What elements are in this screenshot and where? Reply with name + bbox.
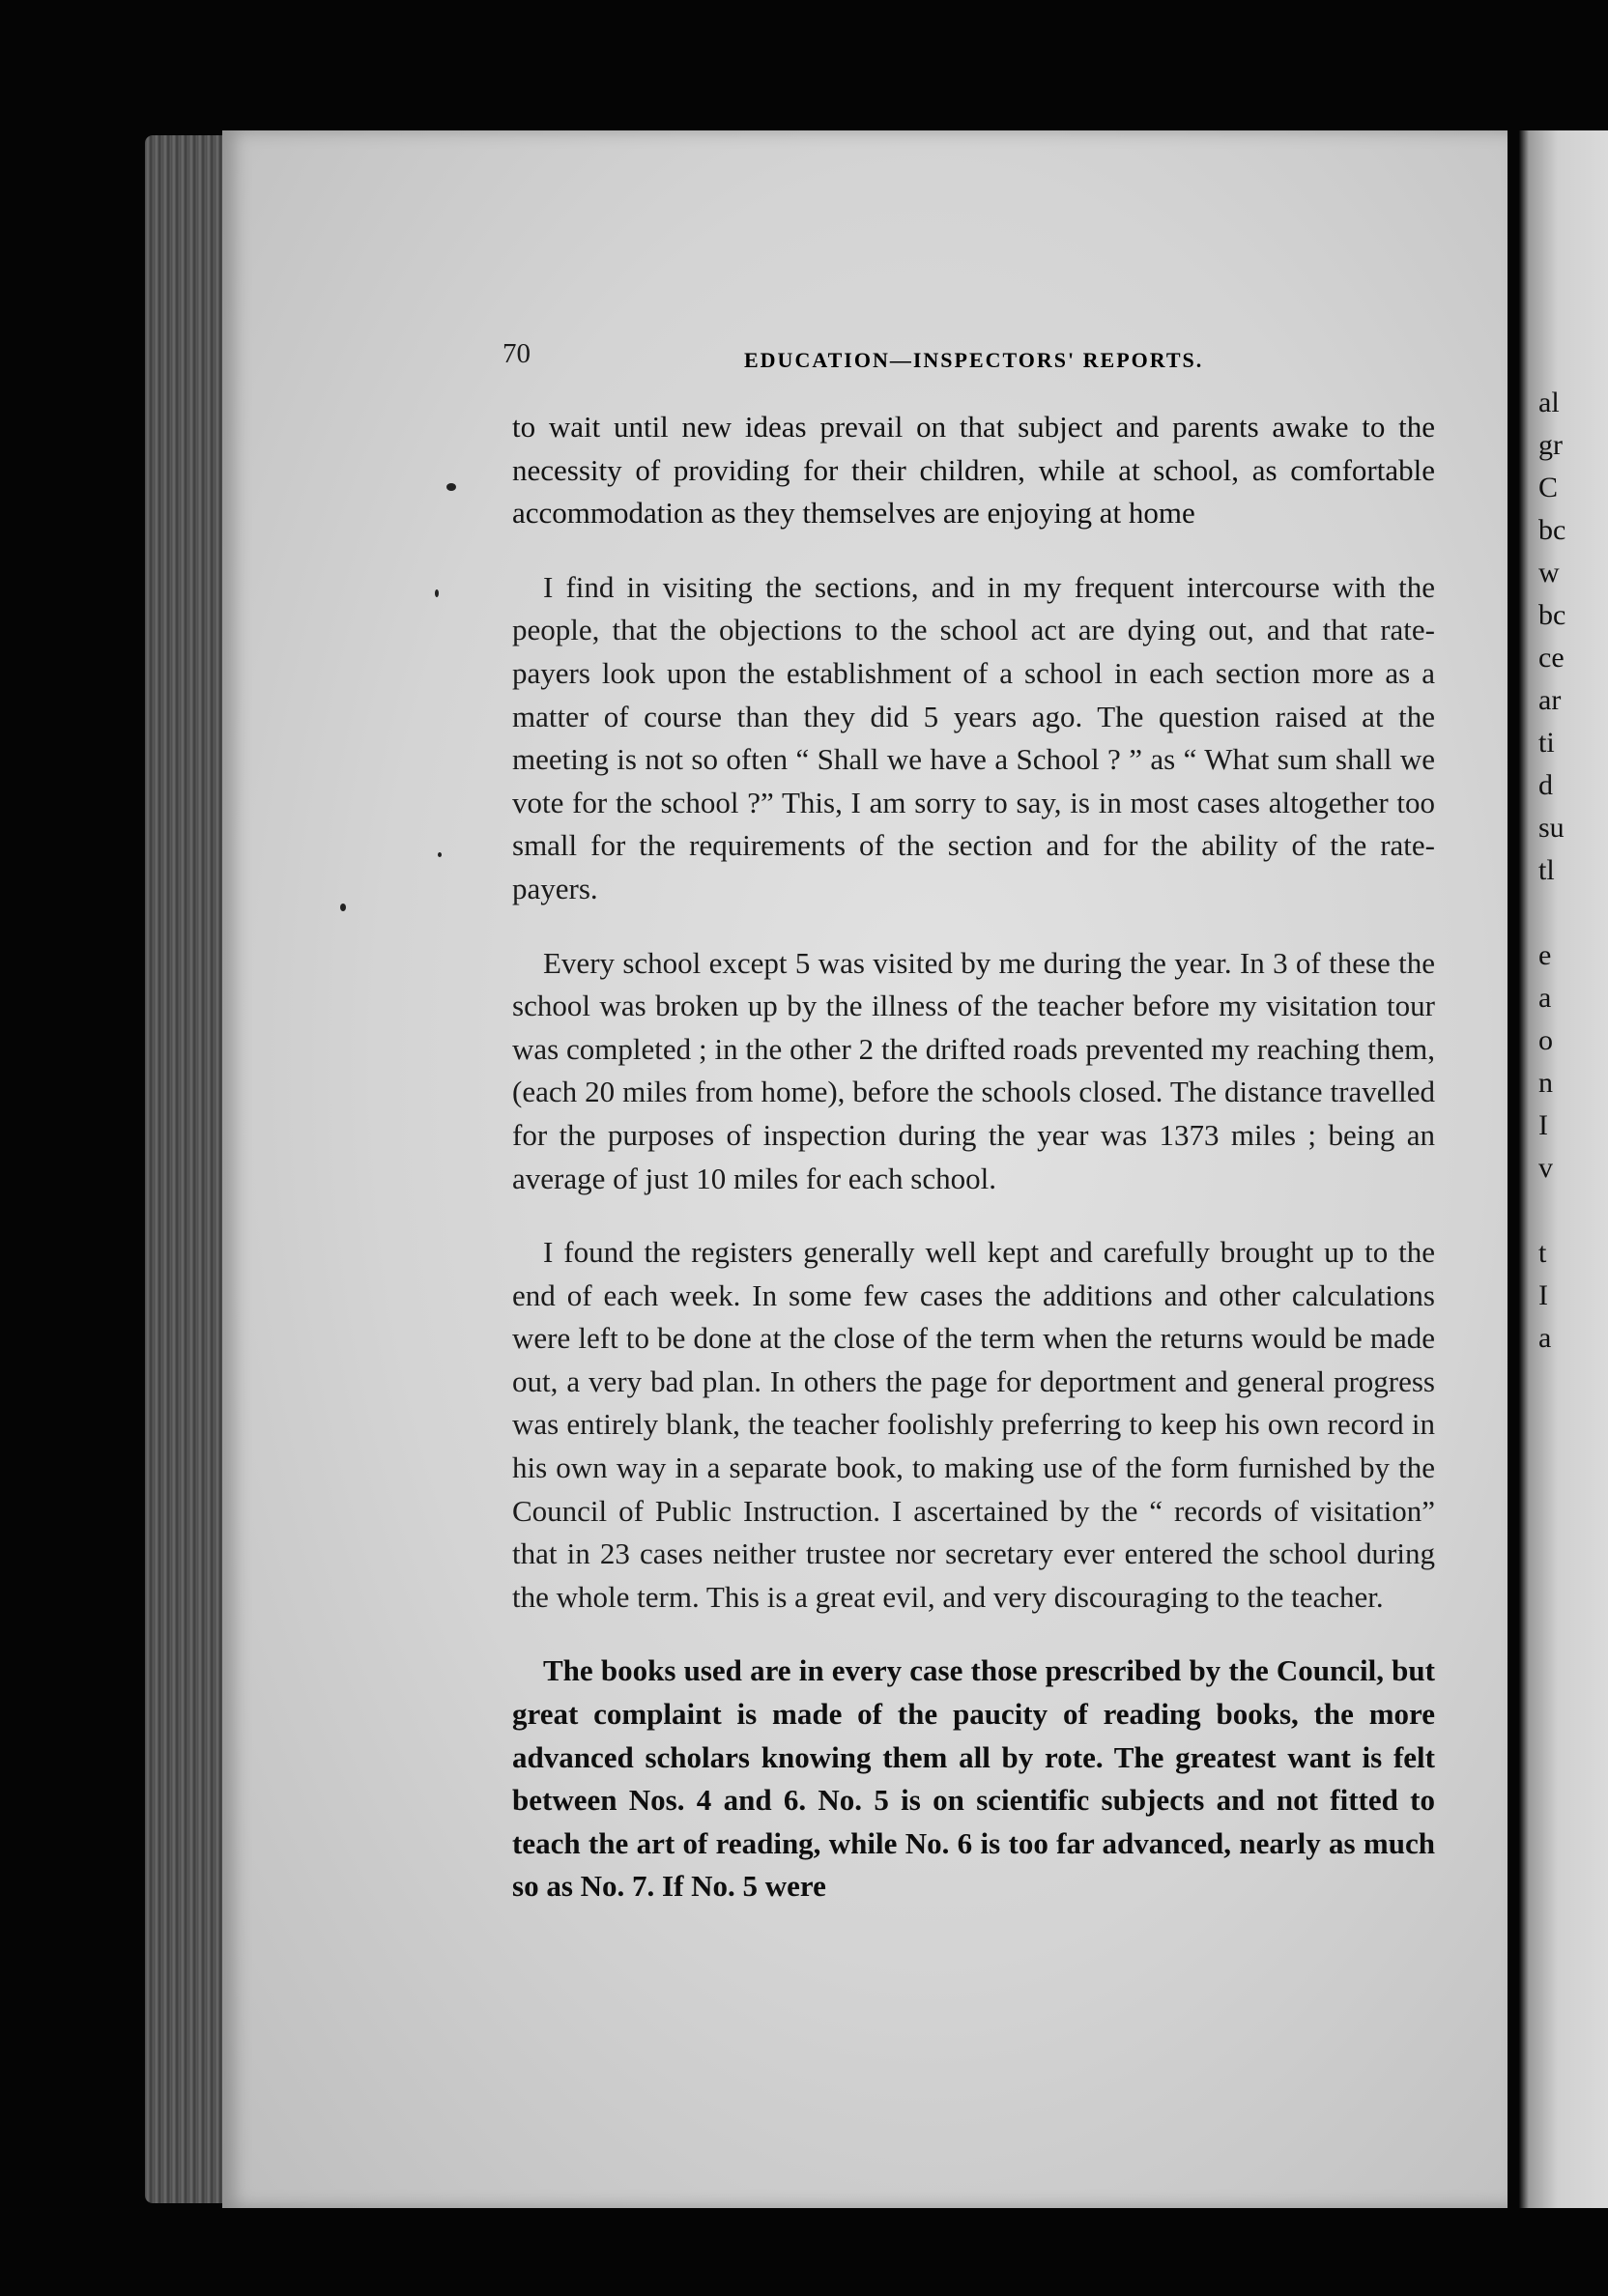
ink-speck xyxy=(446,483,456,491)
facing-page-text: al xyxy=(1538,387,1560,418)
ink-speck xyxy=(435,589,439,597)
facing-page-text: ce xyxy=(1538,642,1565,674)
facing-page-text: w xyxy=(1538,557,1560,588)
facing-page-text: o xyxy=(1538,1024,1553,1056)
facing-page-text: su xyxy=(1538,812,1565,844)
facing-page-text: d xyxy=(1538,769,1553,801)
running-title: EDUCATION—INSPECTORS' REPORTS. xyxy=(744,348,1204,372)
paragraph-3: Every school except 5 was visited by me during the year. In 3 of these the school was broken up by the illness of the teacher before my visitation tour was completed ; in the other 2 the drifted roads prevented my reaching them, (each 20 miles from home), before the schools closed. The distance travelled for the purposes of inspection during the year was 1373 miles ; being an average of just 10 miles for each school. xyxy=(512,945,1435,1195)
facing-page-text: tl xyxy=(1538,854,1555,886)
facing-page-text: v xyxy=(1538,1152,1553,1184)
facing-page-text: n xyxy=(1538,1067,1553,1099)
body-text xyxy=(512,406,1435,1939)
facing-page-fragment xyxy=(1519,130,1608,2208)
facing-page-text: a xyxy=(1538,982,1552,1014)
facing-page-text: a xyxy=(1538,1322,1552,1354)
facing-page-text: C xyxy=(1538,472,1559,503)
paragraph-1: to wait until new ideas prevail on that subject and parents awake to the necessity of providing for their children, while at school, as comfortable accommodation as they themselves are enjoying at home xyxy=(512,410,1435,531)
paragraph-5: The books used are in every case those prescribed by the Council, but great complaint is made of the paucity of reading books, the more advanced scholars knowing them all by rote. The greatest want is felt between Nos. 4 and 6. No. 5 is on scientific subjects and not fitted to teach the art of reading, while No. 6 is too far advanced, nearly as much so as No. 7. If No. 5 were xyxy=(512,1653,1435,1904)
facing-page-text: gr xyxy=(1538,429,1563,461)
ink-speck xyxy=(438,852,442,857)
ink-speck xyxy=(340,904,346,911)
page-number: 70 xyxy=(502,338,531,369)
facing-page-text: e xyxy=(1538,939,1552,971)
facing-page-text: ar xyxy=(1538,684,1562,716)
facing-page-text: bc xyxy=(1538,599,1566,631)
paragraph-2: I find in visiting the sections, and in my frequent intercourse with the people, that the objections to the school act are dying out, and that rate-payers look upon the establishment of a school in each section more as a matter of course than they did 5 years ago. The question raised at the meeting is not so often “ Shall we have a School ? ” as “ What sum shall we vote for the school ?” This, I am sorry to say, is in most cases altogether too small for the requirements of the section and for the ability of the rate-payers. xyxy=(512,569,1435,905)
facing-page-text: I xyxy=(1538,1109,1548,1141)
facing-page-text: t xyxy=(1538,1237,1547,1269)
paragraph-4: I found the registers generally well kept and carefully brought up to the end of each week. In some few cases the additions and other calculations were left to be done at the close of the term when the returns would be made out, a very bad plan. In others the page for deportment and general progress was entirely blank, the teacher foolishly preferring to keep his own record in his own way in a separate book, to making use of the form furnished by the Council of Public Instruction. I ascertained by the “ records of visitation” that in 23 cases neither trustee nor secretary ever entered the school during the whole term. This is a great evil, and very discouraging to the teacher. xyxy=(512,1235,1435,1614)
facing-page-text: bc xyxy=(1538,514,1566,546)
facing-page-text: ti xyxy=(1538,727,1555,759)
facing-page-text: I xyxy=(1538,1279,1548,1311)
